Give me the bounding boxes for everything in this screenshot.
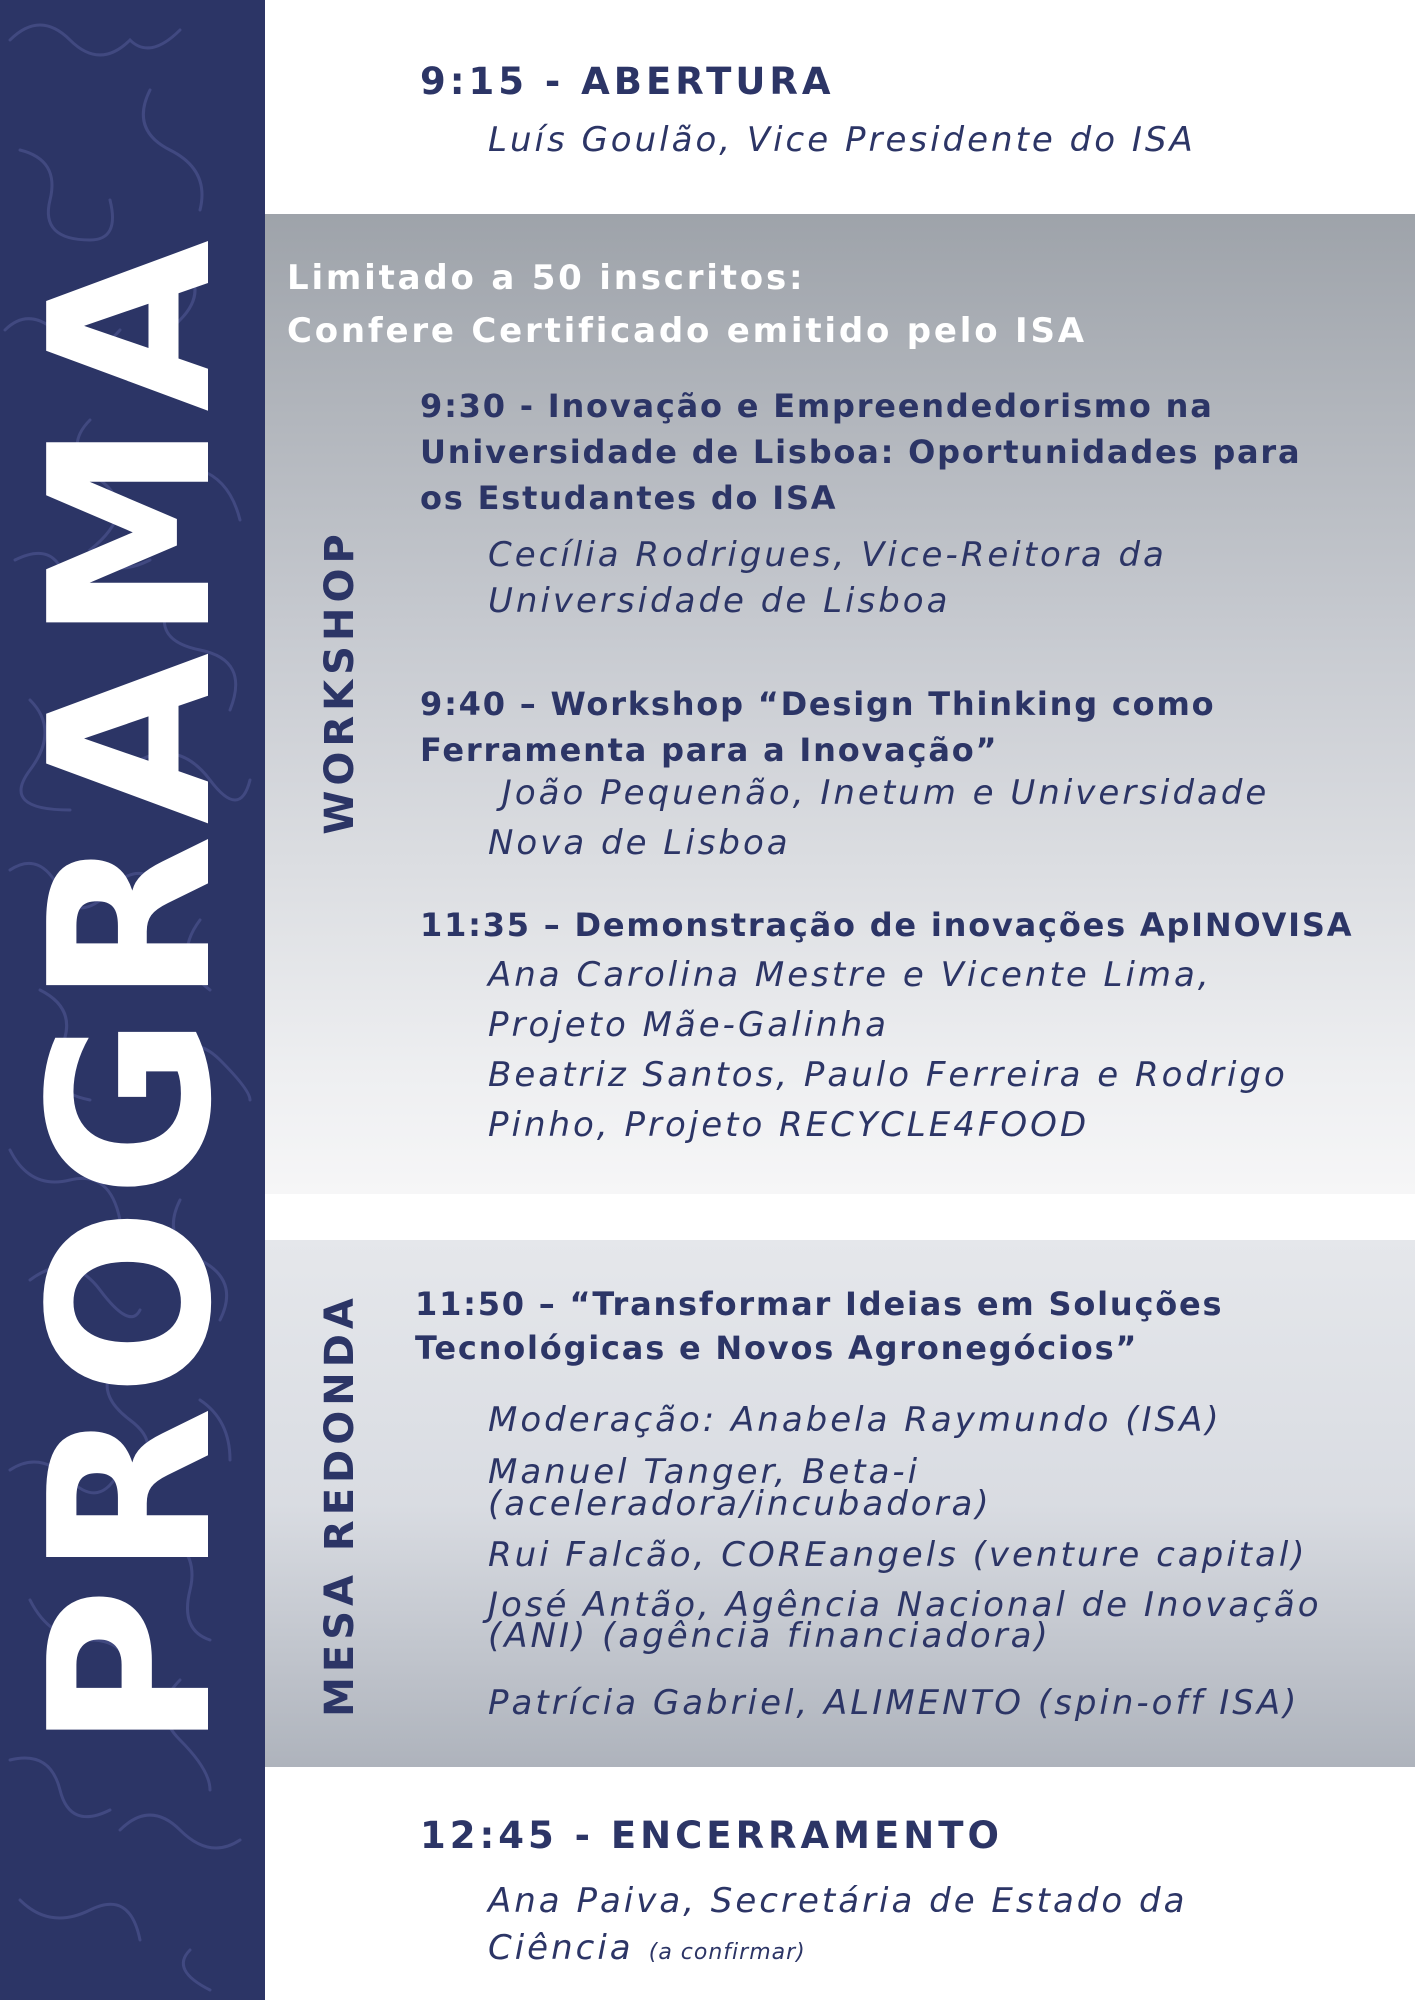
participant-line: Rui Falcão, COREangels (venture capital) (488, 1535, 1308, 1575)
participant-line: (ANI) (agência financiadora) (488, 1616, 1051, 1656)
session-title-line: os Estudantes do ISA (420, 479, 838, 517)
session-title-line: 9:30 - Inovação e Empreendedorismo na (420, 387, 1214, 425)
session-speaker-line: Pinho, Projeto RECYCLE4FOOD (488, 1105, 1090, 1145)
sidebar (0, 0, 265, 2000)
workshop-label: WORKSHOP (317, 529, 363, 835)
participant-line: (aceleradora/incubadora) (488, 1484, 992, 1524)
mesa-title-line: 11:50 – “Transformar Ideias em Soluções (415, 1285, 1224, 1323)
mesa-label: MESA REDONDA (317, 1293, 363, 1717)
opening-speaker: Luís Goulão, Vice Presidente do ISA (488, 120, 1196, 160)
session-speaker-line: Ana Carolina Mestre e Vicente Lima, (488, 955, 1212, 995)
closing-heading: 12:45 - ENCERRAMENTO (420, 1814, 1003, 1857)
session-title-line: 9:40 – Workshop “Design Thinking como (420, 685, 1216, 723)
notice-line-2: Confere Certificado emitido pelo ISA (287, 311, 1087, 351)
session-title-line: Universidade de Lisboa: Oportunidades para (420, 433, 1302, 471)
session-speaker-line: Nova de Lisboa (488, 823, 791, 863)
session-speaker-line: Beatriz Santos, Paulo Ferreira e Rodrigo (488, 1055, 1288, 1095)
session-speaker-line: Projeto Mãe-Galinha (488, 1005, 889, 1045)
mesa-title-line: Tecnológicas e Novos Agronegócios” (415, 1329, 1139, 1367)
participant-line: José Antão, Agência Nacional de Inovação (488, 1585, 1322, 1625)
session-speaker-line: João Pequenão, Inetum e Universidade (488, 773, 1270, 813)
closing-speaker-line-1: Ana Paiva, Secretária de Estado da (488, 1881, 1188, 1921)
session-speaker-line: Cecília Rodrigues, Vice-Reitora da (488, 535, 1167, 575)
closing-note: (a confirmar) (648, 1940, 806, 1965)
closing-speaker-line-2 (488, 1928, 806, 1968)
session-title-line: Ferramenta para a Inovação” (420, 731, 999, 769)
notice-line-1: Limitado a 50 inscritos: (287, 258, 806, 298)
participant-line: Patrícia Gabriel, ALIMENTO (spin-off ISA) (488, 1683, 1300, 1723)
program-title: PROGRAMA (3, 229, 261, 1751)
opening-heading: 9:15 - ABERTURA (420, 60, 835, 103)
session-speaker-line: Universidade de Lisboa (488, 581, 951, 621)
participant-line: Manuel Tanger, Beta-i (488, 1452, 921, 1492)
participant-line: Moderação: Anabela Raymundo (ISA) (488, 1400, 1222, 1440)
session-title-line: 11:35 – Demonstração de inovações ApINOVISA (420, 906, 1354, 944)
closing-speaker-name: Ciência (488, 1928, 634, 1968)
